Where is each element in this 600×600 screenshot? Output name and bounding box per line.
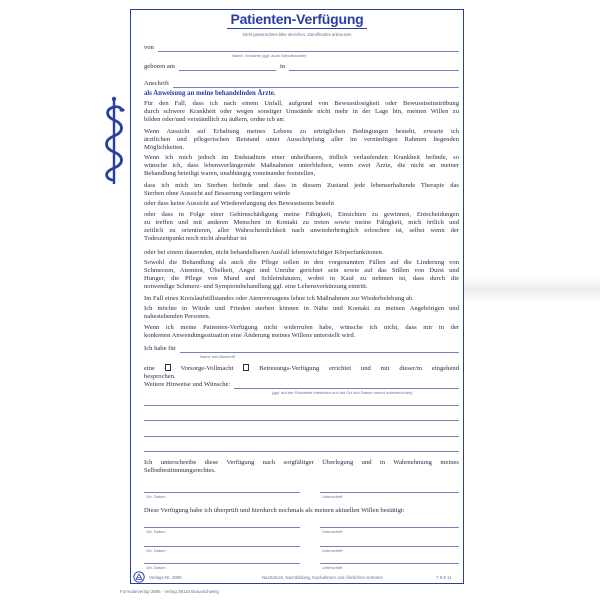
text-line: ärztlichen und pflegerischen Beistand unter Ausschöpfung aller im vernünftigen Rahmen liegenden [144, 135, 459, 143]
text-line: Hunger, die Pflege von Mund und Schleimhäuten, wobei in Kauf zu nehmen ist, dass durch die [144, 275, 459, 283]
birth-row [144, 63, 459, 71]
confirm-signature-field[interactable] [320, 520, 459, 528]
copyright-notice: Nachdruck, Nachbildung, Nachahmen und Ähnliches verboten [262, 575, 384, 580]
paragraph-no-consciousness [144, 200, 459, 208]
wishes-line[interactable] [144, 413, 459, 421]
confirm-signature-field[interactable] [320, 539, 459, 547]
paragraph-palliative-care [144, 259, 459, 291]
paragraph-life-support [144, 128, 459, 152]
page-title: Patienten-Verfügung [227, 11, 366, 29]
option-vorsorge-vollmacht-label: Vorsorge-Vollmacht [180, 365, 234, 372]
proxy-label: Ich habe für [144, 345, 176, 352]
wishes-field[interactable] [234, 382, 459, 389]
text-line: Behandlung beteiligt waren, unabhängig voneinander feststellen, [144, 169, 316, 177]
birth-place-field[interactable] [289, 64, 459, 71]
text-line: bilden oder/und verständlich zu äußern, ordne ich an: [144, 116, 285, 124]
text-line: notwendige Schmerz- und Symptombehandlung ggf. eine Lebensverkürzung eintritt. [144, 283, 368, 291]
text-line: Wenn Aussicht auf Erhaltung meines Lebens zu erträglichen Bedingungen besteht, erwarte ich [144, 127, 459, 135]
form-number: Verlags-Nr. 2895 [149, 575, 182, 580]
paragraph-validity [144, 324, 459, 340]
proxy-row [144, 345, 459, 353]
place-date-label: Ort, Datum [146, 528, 166, 534]
confirm-signature-field[interactable] [320, 556, 459, 564]
signing-statement [144, 459, 459, 475]
text-line: Schmerzen, Atemnot, Übelkeit, Angst und Unruhe gerichtet sein sowie auf das Stillen von Durst und [144, 267, 459, 275]
print-code: 7 8 9 11 [436, 575, 452, 580]
wishes-row [144, 381, 459, 389]
publisher-logo-icon [133, 571, 145, 583]
checkbox-betreuungs-verfuegung[interactable] [243, 364, 249, 371]
place-date-label: Ort, Datum [146, 564, 166, 570]
text-line: Wenn ich meine Patienten-Verfügung nicht widerrufen habe, wünsche ich nicht, dass mir in der [144, 323, 459, 331]
signature-label: Unterschrift [322, 528, 343, 534]
signature-label: Unterschrift [322, 493, 343, 499]
text-line: oder bei einem dauernden, nicht behandelbaren Ausfall lebenswichtiger Körperfunktionen. [144, 248, 384, 256]
birth-date-field[interactable] [179, 64, 276, 71]
paragraph-brain-damage [144, 211, 459, 243]
aesculapian-staff-icon [101, 94, 127, 186]
paragraph-no-resuscitation [144, 295, 459, 303]
wishes-line[interactable] [144, 398, 459, 406]
text-line: oder dass keine Aussicht auf Wiedererlangung des Bewusstseins besteht [144, 200, 335, 207]
text-line: Todeszeitpunkt noch nicht absehbar ist [144, 235, 247, 243]
text-line: zeitlich zu orientieren, aller Wahrscheinlichkeit nach unwiederbringlich erloschen ist, selbst wenn der [144, 227, 459, 235]
text-line: zu treffen und mit anderen Menschen in Kontakt zu treten sowie meine Fähigkeit, mich örtlich und [144, 219, 459, 227]
address-field[interactable] [173, 81, 459, 88]
text-line: Möglichkeiten. [144, 143, 185, 151]
confirm-place-date-field[interactable] [144, 520, 300, 528]
checkbox-vorsorge-vollmacht[interactable] [165, 364, 171, 371]
proxy-suffix: errichtet und mit dieser/m eingehend [329, 365, 459, 372]
text-line: durch schwere Krankheit oder wegen sonstiger Umstände nicht mehr in der Lage bin, meinen Willen zu [144, 108, 459, 116]
text-line: besprochen. [144, 373, 176, 380]
proxy-prefix: eine [144, 365, 155, 372]
text-line: wünsche ich, dass lebensverlängernde Maßnahmen unterbleiben, wenn zwei Ärzte, die nicht an meiner [144, 161, 459, 169]
text-line: Sterben ohne Aussicht auf Besserung verlängern würde [144, 190, 291, 198]
proxy-name-hint: Name und Anschrift [200, 353, 235, 359]
text-line: Diese Verfügung habe ich überprüft und hierdurch nochmals als meinen aktuellen Willen bestätigt: [144, 507, 405, 514]
text-line: Selbstbestimmungsrechtes. [144, 467, 216, 475]
publisher-imprint: Formularverlag 2895 · Verlag 38118 Braunschweig [120, 589, 219, 594]
wishes-line[interactable] [144, 444, 459, 452]
text-line: Im Fall eines Kreislaufstillstandes oder Atemversagens lehne ich Maßnahmen zur Wiederbelebung ab. [144, 294, 414, 302]
paragraph-accident-clause [144, 100, 459, 124]
name-field[interactable] [158, 45, 459, 52]
paragraph-dying-condition [144, 182, 459, 198]
paragraph-organ-failure [144, 249, 459, 257]
text-line: konkreten Anwendungssituation eine Änderung meines Willens unterstellt wird. [144, 331, 356, 339]
signature-field[interactable] [320, 485, 459, 493]
text-line: Ich unterschreibe diese Verfügung nach sorgfältiger Überlegung und in Wahrnehmung meines [144, 459, 459, 466]
paper-fold-shadow [464, 276, 600, 302]
text-line: Für den Fall, dass ich nach einem Unfall, aufgrund von Bewusstlosigkeit oder Bewusstseinstrübung [144, 100, 459, 107]
page-title-container [130, 11, 464, 29]
text-line: oder dass in Folge einer Gehirnschädigung meine Fähigkeit, Einsichten zu gewinnen, Entscheidungen [144, 211, 459, 218]
wishes-label: Weitere Hinweise und Wünsche: [144, 381, 231, 388]
text-line: Wenn ich mich jedoch im Endstadium einer unheilbaren, tödlich verlaufenden Krankheit befinde, so [144, 153, 459, 161]
text-line: Sowohl die Behandlung als auch die Pflege sollen in den vorgenannten Fällen auf die Linderung von [144, 259, 459, 266]
wishes-hint: (ggf. auf der Rückseite fortsetzen und mit Ort und Datum erneut unterzeichnen) [272, 390, 413, 395]
option-betreuungs-verfuegung-label: Betreuungs-Verfügung [259, 365, 320, 372]
place-date-label: Ort, Datum [146, 493, 166, 499]
birth-place-label: in [279, 63, 286, 70]
proxy-name-field[interactable] [180, 346, 459, 353]
text-line: Ich möchte in Würde und Frieden sterben können in Nähe und Kontakt zu meinen Angehörigen und [144, 305, 459, 312]
place-date-label: Ort, Datum [146, 547, 166, 553]
signature-label: Unterschrift [322, 547, 343, 553]
name-hint: Name, Vorname (ggf. auch Geburtsname) [232, 52, 307, 58]
address-label: Anschrift [144, 80, 169, 87]
paragraph-terminal-illness [144, 154, 459, 178]
text-line: nahestehenden Personen. [144, 313, 211, 321]
confirm-place-date-field[interactable] [144, 556, 300, 564]
paragraph-dignity [144, 305, 459, 321]
address-row [144, 80, 459, 88]
directive-heading: als Anweisung an meine behandelnden Ärzte. [144, 89, 276, 97]
from-label: von [144, 44, 154, 51]
confirmation-statement [144, 507, 459, 515]
place-date-field[interactable] [144, 485, 300, 493]
born-label: geboren am [144, 63, 175, 70]
proxy-type-line [144, 364, 459, 373]
page-subtitle: Nicht gewünschtes bitte streichen, Zutreffendes ankreuzen [242, 32, 352, 37]
name-row [144, 44, 459, 52]
proxy-continuation [144, 373, 459, 381]
signature-label: Unterschrift [322, 564, 343, 570]
wishes-line[interactable] [144, 429, 459, 437]
confirm-place-date-field[interactable] [144, 539, 300, 547]
text-line: dass ich mich im Sterben befinde und dass in diesem Zustand jede lebenserhaltende Therapie das [144, 182, 459, 189]
